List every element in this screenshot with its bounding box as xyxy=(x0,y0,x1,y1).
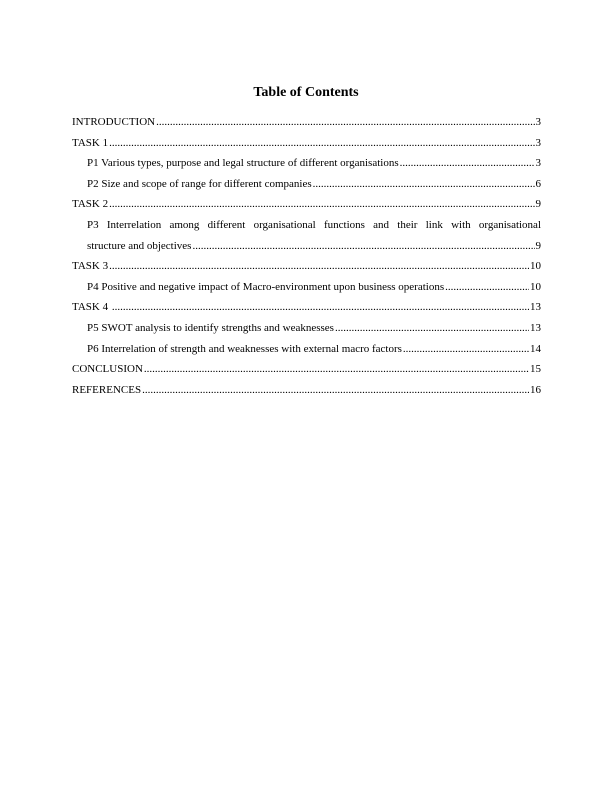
toc-page-number: 3 xyxy=(535,116,541,128)
toc-entry-p1[interactable] xyxy=(72,153,541,174)
toc-entry-task-2[interactable] xyxy=(72,194,541,215)
toc-leader-dots xyxy=(109,194,534,215)
toc-entry-label: P5 SWOT analysis to identify strengths and weaknesses xyxy=(87,321,334,334)
toc-leader-dots xyxy=(109,133,534,154)
toc-entry-p6[interactable] xyxy=(72,339,541,360)
toc-leader-dots xyxy=(142,380,529,401)
toc-entry-p5[interactable] xyxy=(72,318,541,339)
toc-leader-dots xyxy=(144,359,529,380)
toc-leader-dots xyxy=(192,236,534,257)
toc-page-number: 15 xyxy=(530,363,541,376)
toc-title: Table of Contents xyxy=(253,85,359,100)
toc-entry-label: P4 Positive and negative impact of Macro-environment upon business operations xyxy=(87,280,445,293)
toc-entry-label: P2 Size and scope of range for different companies xyxy=(87,177,312,190)
toc-page-number: 3 xyxy=(535,136,541,149)
toc-leader-dots xyxy=(403,339,529,360)
toc-entry-task-3[interactable] xyxy=(72,256,541,277)
toc-entry-label: TASK 4 xyxy=(72,301,111,314)
toc-entry-p2[interactable] xyxy=(72,174,541,195)
toc-leader-dots xyxy=(335,318,529,339)
toc-page-number: 10 xyxy=(530,260,541,273)
toc-entry-label-line2: structure and objectives xyxy=(87,239,192,252)
toc-page-number: 6 xyxy=(535,177,541,190)
toc-entry-label: TASK 1 xyxy=(72,136,109,149)
toc-page-number: 9 xyxy=(535,239,541,252)
toc-page-number: 13 xyxy=(530,321,541,334)
toc-leader-dots xyxy=(445,277,529,298)
toc-page-number: 13 xyxy=(530,301,541,314)
toc-page-number: 16 xyxy=(530,383,541,396)
toc-leader-dots xyxy=(400,153,535,174)
toc-entry-label-line1: P3 Interrelation among different organisational functions and their link with organisational xyxy=(87,218,541,231)
toc-entry-task-1[interactable] xyxy=(72,133,541,154)
toc-leader-dots xyxy=(156,112,534,133)
toc-entry-introduction[interactable] xyxy=(72,112,541,133)
toc-entry-label: REFERENCES xyxy=(72,383,142,396)
toc-leader-dots xyxy=(112,297,529,318)
toc-entry-label: INTRODUCTION xyxy=(72,116,156,128)
toc-entry-p4[interactable] xyxy=(72,277,541,298)
toc-entry-references[interactable] xyxy=(72,380,541,401)
toc-page-number: 14 xyxy=(530,342,541,355)
toc-entry-label: P1 Various types, purpose and legal structure of different organisations xyxy=(87,157,399,170)
toc-entry-task-4[interactable] xyxy=(72,297,541,318)
toc-entry-label: P6 Interrelation of strength and weaknesses with external macro factors xyxy=(87,342,402,355)
toc-entry-conclusion[interactable] xyxy=(72,359,541,380)
toc-entry-p3[interactable] xyxy=(72,215,541,256)
toc-entry-label: TASK 3 xyxy=(72,260,109,273)
toc-leader-dots xyxy=(109,256,529,277)
toc-page-number: 3 xyxy=(535,157,541,170)
toc-page-number: 10 xyxy=(530,280,541,293)
toc-entry-label: CONCLUSION xyxy=(72,363,143,376)
toc-leader-dots xyxy=(313,174,535,195)
table-of-contents xyxy=(72,112,541,400)
toc-page-number: 9 xyxy=(535,198,541,211)
toc-entry-label: TASK 2 xyxy=(72,198,109,211)
